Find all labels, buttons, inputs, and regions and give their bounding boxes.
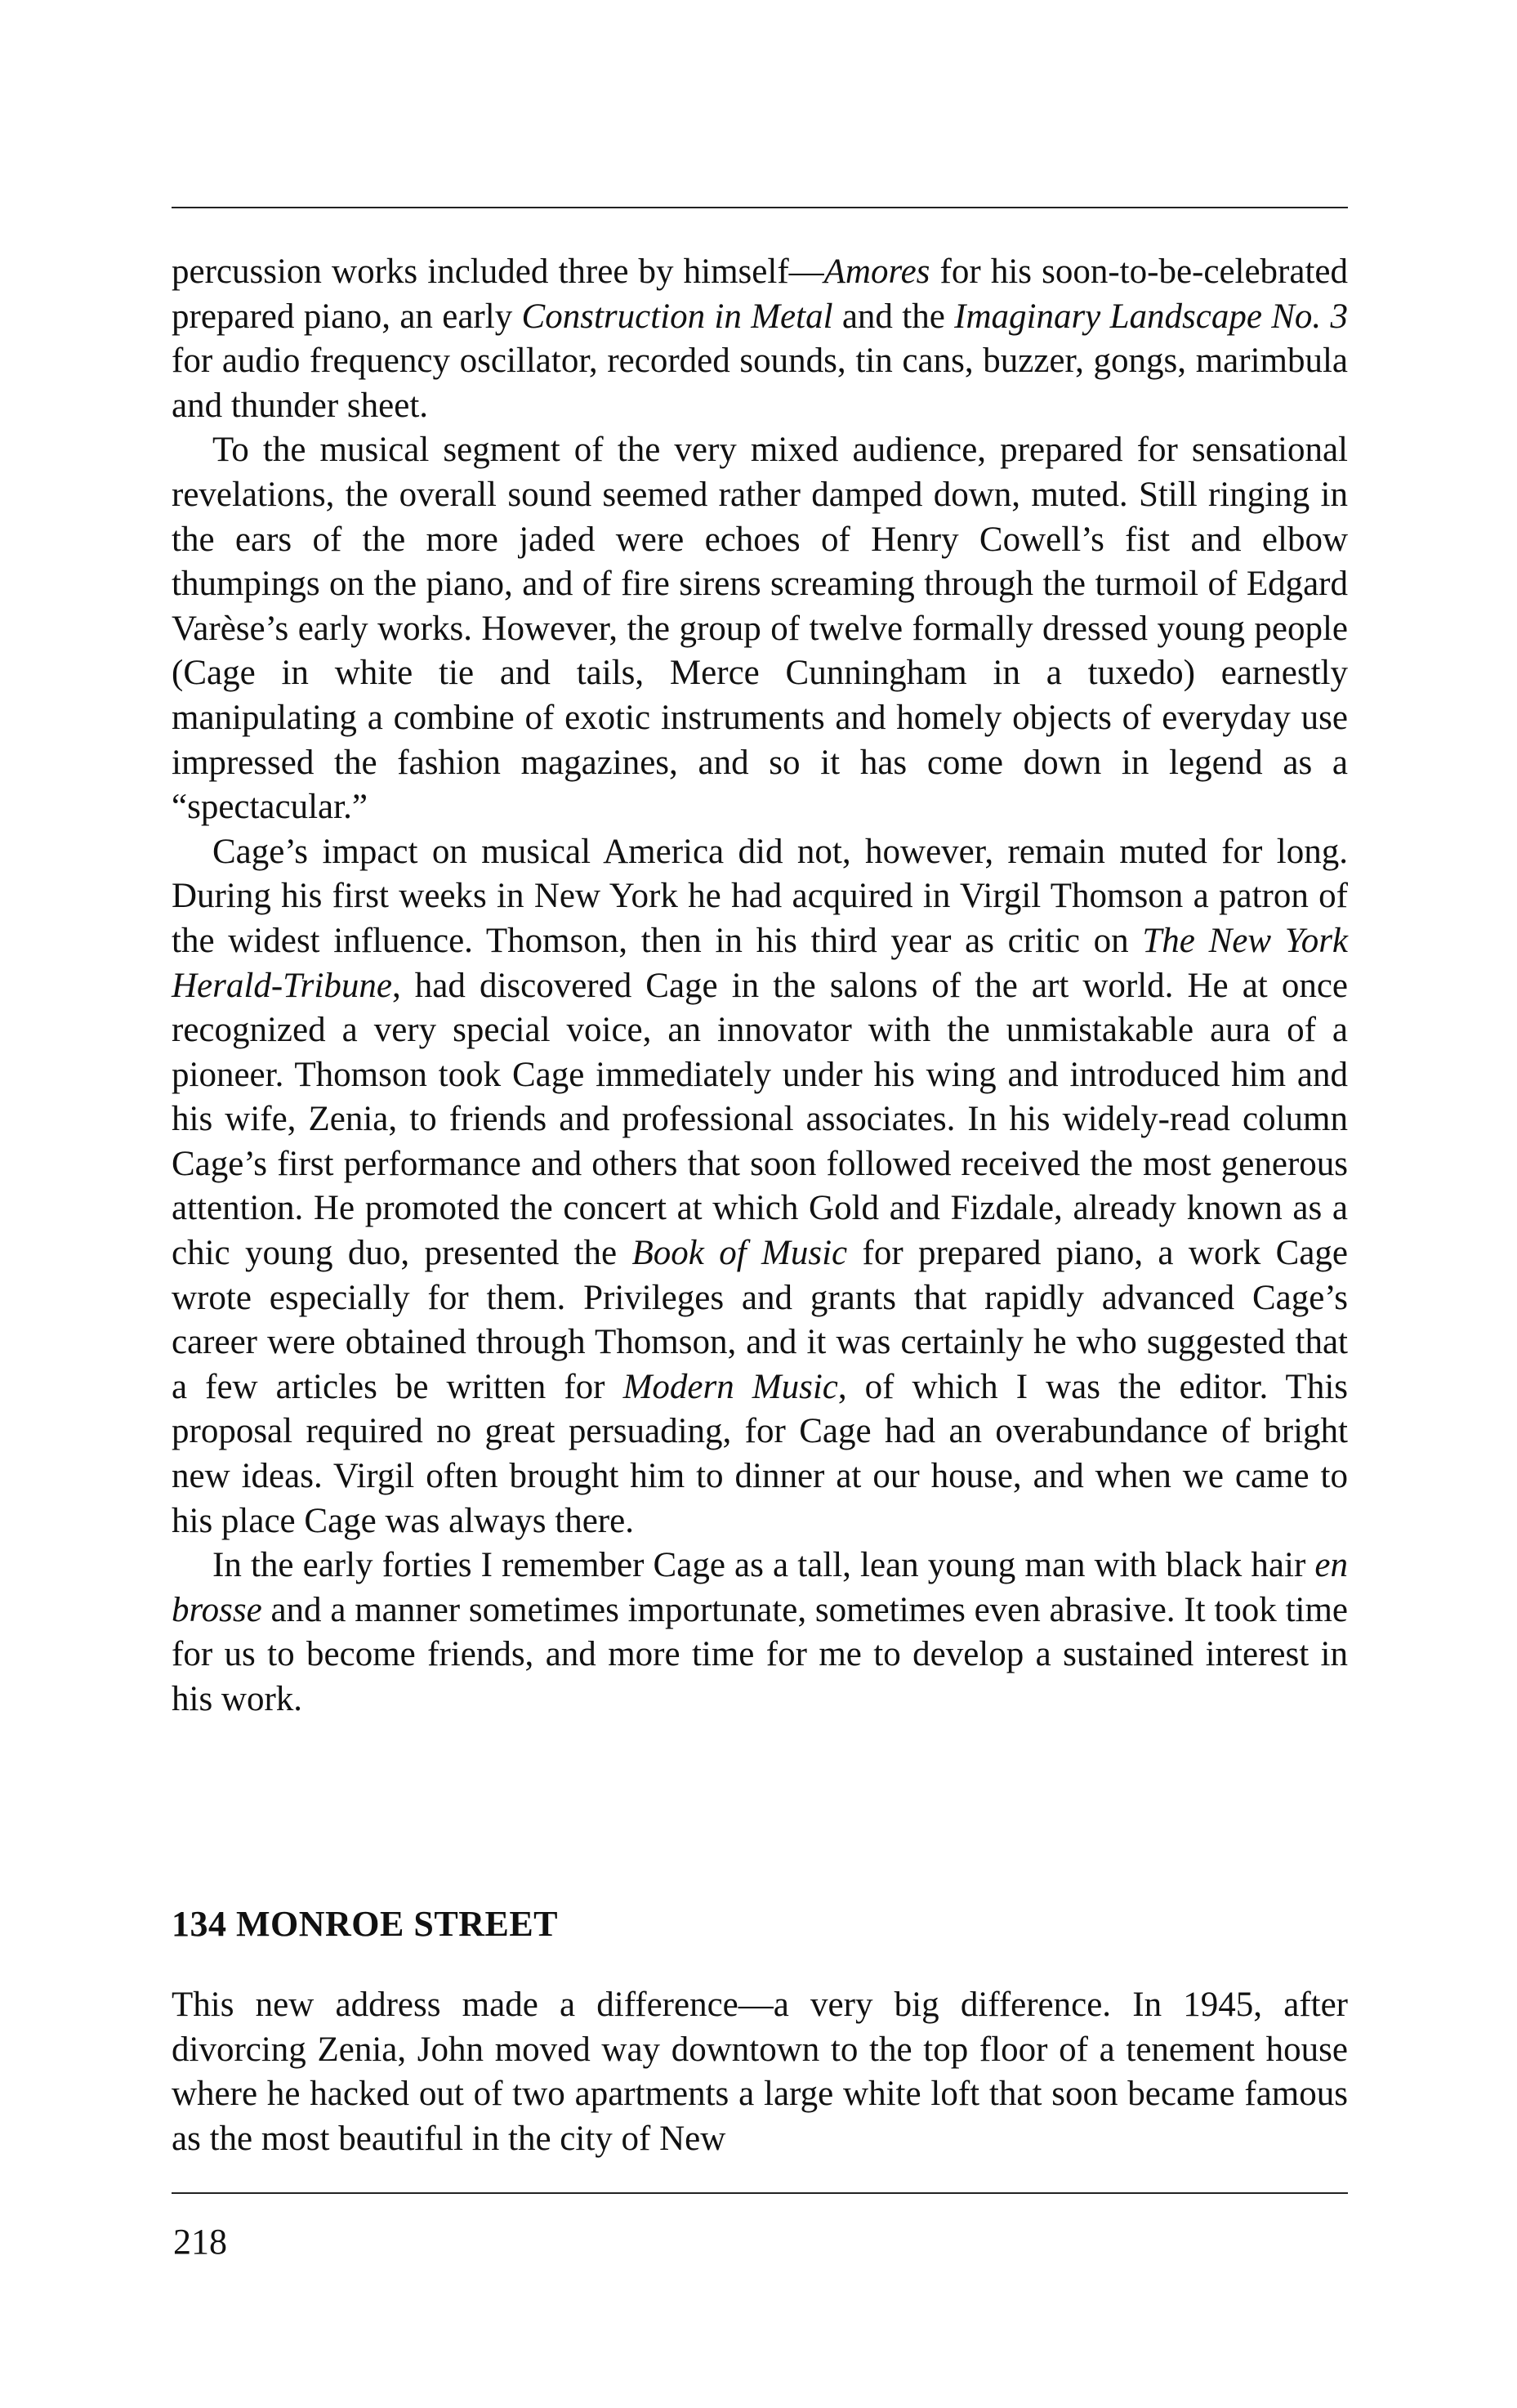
text-run: for audio frequency oscillator, recorded sounds, tin cans, buzzer, gongs, marimbula and thunder sheet.: [172, 342, 1348, 425]
paragraph: [172, 830, 1348, 1544]
text-run: To the musical segment of the very mixed audience, prepared for sensational revelations, the overall sound seemed rather damped down, muted. Still ringing in the ears of the more jaded were echoes of Henry Cowell’s fist and elbow thumpings on the piano, and of fire sirens screaming through the turmoil of Edgard Varèse’s early works. However, the group of twelve formally dressed young people (Cage in white tie and tails, Merce Cunningham in a tuxedo) earnestly manipulating a combine of exotic instruments and homely objects of everyday use impressed the fashion magazines, and so it has come down in legend as a “spectacular.”: [172, 431, 1348, 827]
bottom-rule: [172, 2192, 1348, 2194]
italic-text: The New York Herald-Tribune: [172, 921, 1349, 1005]
text-run: and the: [832, 297, 955, 336]
section-heading: 134 MONROE STREET: [172, 1904, 559, 1944]
text-run: for his soon-to-be-celebrated prepared piano, an early: [172, 252, 1348, 336]
italic-text: Amores: [823, 252, 930, 291]
italic-text: en brosse: [172, 1546, 1348, 1629]
paragraph: [172, 1544, 1348, 1722]
book-page: [172, 0, 1348, 2408]
text-run: In the early forties I remember Cage as a tall, lean young man with black hair: [212, 1546, 1315, 1585]
page-number: 218: [173, 2222, 227, 2262]
paragraph: [172, 428, 1348, 829]
text-run: Cage’s impact on musical America did not, however, remain muted for long. During his first weeks in New York he had acquired in Virgil Thomson a patron of the widest influence. Thomson, then in his third year as critic on: [172, 832, 1348, 960]
text-run: , of which I was the editor. This proposal required no great persuading, for Cage had an overabundance of bright new ideas. Virgil often brought him to dinner at our house, and when we came to his place Cage was always there.: [172, 1367, 1349, 1540]
text-run: percussion works included three by himself—: [172, 252, 824, 291]
italic-text: Construction in Metal: [521, 297, 833, 336]
body-text: [172, 250, 1348, 1722]
paragraph: [172, 250, 1348, 428]
italic-text: Book of Music: [631, 1234, 848, 1273]
section-paragraph: This new address made a difference—a very big difference. In 1945, after divorcing Zenia, John moved way downtown to the top floor of a tenement house where he hacked out of two apartments a large white loft that soon became famous as the most beautiful in the city of New: [172, 1986, 1348, 2158]
italic-text: Imaginary Landscape No. 3: [954, 297, 1349, 336]
text-run: and a manner sometimes importunate, sometimes even abrasive. It took time for us to become friends, and more time for me to develop a sustained interest in his work.: [172, 1590, 1348, 1718]
top-rule: [172, 207, 1348, 208]
italic-text: Modern Music: [622, 1367, 838, 1406]
text-run: , had discovered Cage in the salons of the art world. He at once recognized a very special voice, an innovator with the unmistakable aura of a pioneer. Thomson took Cage immediately under his wing and introduced him and his wife, Zenia, to friends and professional associates. In his widely-read column Cage’s first performance and others that soon followed received the most generous attention. He promoted the concert at which Gold and Fizdale, already known as a chic young duo, presented the: [172, 966, 1348, 1273]
text-run: for prepared piano, a work Cage wrote especially for them. Privileges and grants that rapidly advanced Cage’s career were obtained through Thomson, and it was certainly he who suggested that a few articles be written for: [172, 1234, 1348, 1406]
